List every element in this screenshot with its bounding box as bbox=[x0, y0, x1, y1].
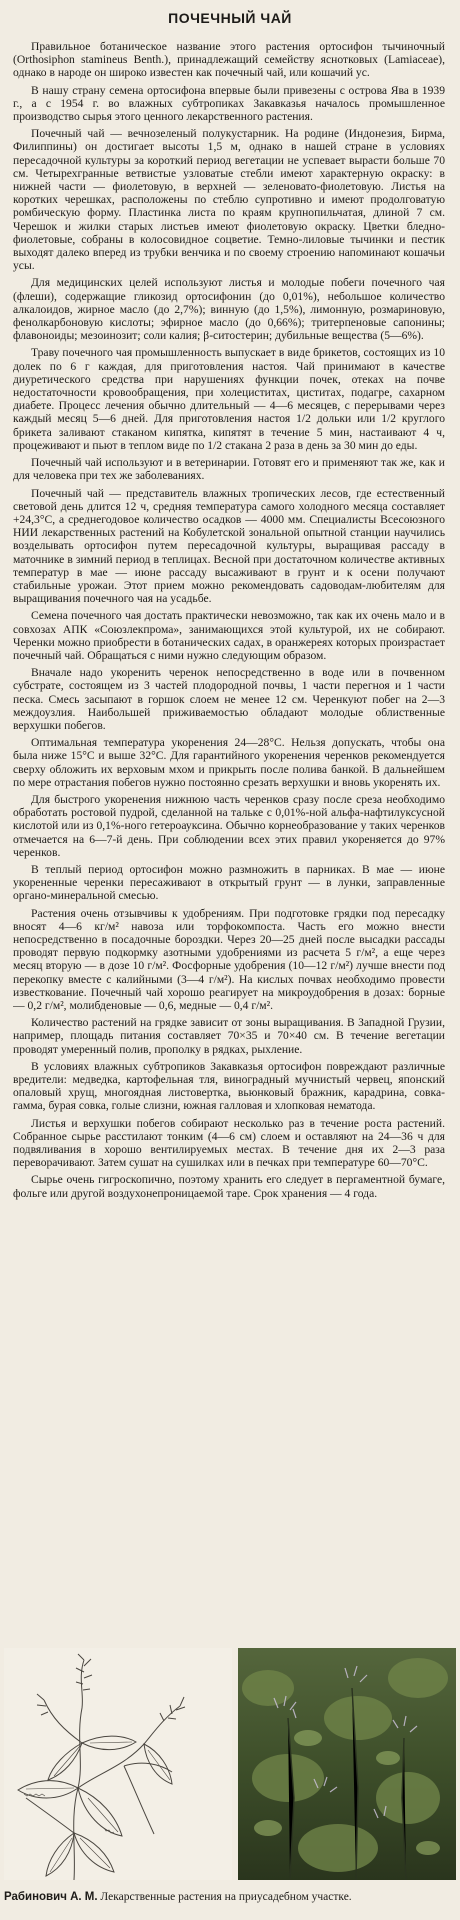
botanical-drawing bbox=[4, 1648, 232, 1880]
paragraph: Для медицинских целей используют листья и молодые побеги почечного чая (флеши), содержащие гликозид ортосифонин (до 0,01%), небольшое количество алкалоидов, жирное масло (до 2,7%); винную (до 1,5%), лимонную, розмариновую, фенолкарбоновую кислоты; эфирное масло (до 0,66%); тритерпеновые сапонины; флавоноиды; мезоинозит; соли калия; β-ситостерин; дубильные вещества (5—6%). bbox=[13, 276, 445, 343]
paragraph: Для быстрого укоренения нижнюю часть черенков сразу после среза необходимо обработать ростовой пудрой, сделанной на тальке с 0,01%-ной альфа-нафтилуксусной кислотой или из 0,1%-ного гетероауксина. Обычно корнеобразование у таких черенков отмечается на 6—7-й день. При соблюдении всех этих правил укореняется до 97% черенков. bbox=[13, 792, 445, 859]
paragraph: Вначале надо укоренить черенок непосредственно в воде или в почвенном субстрате, состоящем из 3 частей плодородной почвы, 1 части перегноя и 1 части песка. Смесь засыпают в горшок слоем не менее 12 см. Черенкуют побег на 2—3 междоузлия. Наибольшей приживаемостью обладают молодые облиственные верхушки побегов. bbox=[13, 666, 445, 732]
article-title: ПОЧЕЧНЫЙ ЧАЙ bbox=[168, 10, 292, 26]
article-body bbox=[13, 40, 445, 1638]
source-caption bbox=[4, 1890, 456, 1904]
paragraph: Почечный чай — представитель влажных тропических лесов, где естественный световой день длится 12 ч, средняя температура самого холодного месяца составляет +24,3°С, а среднегодовое количество осадков — 4000 мм. Специалисты Всесоюзного НИИ лекарственных растений на Кобулетской зональной опытной станции научились возделывать ортосифон путем пересадочной культуры, выращивая рассаду в маточнике в зимний период в теплицах. Весной при достаточном количестве активных температур в мае — июне рассаду высаживают в грунт и к осени получают стабильные урожаи. Этот прием можно рекомендовать садоводам-любителям для выращивания почечного чая на усадьбе. bbox=[13, 486, 445, 606]
paragraph: Почечный чай — вечнозеленый полукустарник. На родине (Индонезия, Бирма, Филиппины) он достигает высоты 1,5 м, однако в нашей стране в условиях пересадочной культуры за короткий период вегетации не успевает вырасти больше 70 см. Четырехгранные ветвистые узловатые стебли имеют характерную окраску: в нижней части — фиолетовую, в верхней — зеленовато-фиолетовую. Листья на коротких черешках, расположены по стеблю супротивно и имеют продолговатую ромбическую форму. Пластинка листа по краям крупнопильчатая, длиной 7 см. Черешок и жилки старых листьев имеют фиолетовую окраску. Цветки бледно-фиолетовые, собраны в колосовидное соцветие. Темно-лиловые тычинки и пестик выходят далеко вперед из трубки венчика и по своему строению напоминают кошачьи усы. bbox=[13, 127, 445, 273]
caption-author: Рабинович А. М. bbox=[4, 1891, 98, 1903]
paragraph: Правильное ботаническое название этого растения ортосифон тычиночный (Orthosiphon stamineus Benth.), принадлежащий семейству яснотковых (Lamiaceae), однако в народе он широко известен как почечный чай, или кошачий ус. bbox=[13, 40, 445, 80]
paragraph: В условиях влажных субтропиков Закавказья ортосифон повреждают различные вредители: медведка, картофельная тля, виноградный мучнистый червец, японский опаловый хрущ, многоядная листовертка, вьюнковый бражник, карадрина, совка-гамма, бурая совка, голые слизни, южная галловая и хлопковая нематода. bbox=[13, 1059, 445, 1113]
paragraph: Количество растений на грядке зависит от зоны выращивания. В Западной Грузии, например, площадь питания составляет 70×35 и 70×40 см. В течение вегетации проводят умеренный полив, прополку в рядках, рыхление. bbox=[13, 1016, 445, 1056]
paragraph: Семена почечного чая достать практически невозможно, так как их очень мало и в совхозах АПК «Союзлекпрома», занимающихся этой культурой, их не собирают. Черенки можно приобрести в ботанических садах, в оранжереях которых произрастает почечный чай. Обращаться с ними нужно следующим образом. bbox=[13, 609, 445, 662]
figures-row bbox=[4, 1648, 456, 1880]
paragraph: Траву почечного чая промышленность выпускает в виде брикетов, состоящих из 10 долек по 6 г каждая, для приготовления настоя. Чай принимают в качестве диуретического средства при нарушениях функции почек, отеках на почве недостаточности кровообращения, при холециститах, циститах, подагре, сахарном диабете. Процесс лечения обычно длительный — 4—6 месяцев, с перерывами через каждый месяц 5—6 дней. Для приготовления настоя 1/2 дольки или 1/2 круглого брикета заливают стаканом кипятка, кипятят в течение 5 мин, настаивают 4 ч, процеживают и пьют в теплом виде по 1/2 стакана 2 раза в день за 30 мин до еды. bbox=[13, 346, 445, 452]
paragraph: Сырье очень гигроскопично, поэтому хранить его следует в пергаментной бумаге, фольге или другой воздухонепроницаемой таре. Срок хранения — 4 года. bbox=[13, 1173, 445, 1200]
caption-source: Лекарственные растения на приусадебном участке. bbox=[97, 1891, 352, 1903]
paragraph: Листья и верхушки побегов собирают несколько раз в течение роста растений. Собранное сырье расстилают тонким (4—6 см) слоем и оставляют на 24—36 ч для подвяливания в хорошо вентилируемых местах. В течение дня их 2—3 раза переворачивают. Затем сушат на сушилках или в печках при температуре 60—70°С. bbox=[13, 1116, 445, 1170]
paragraph: В теплый период ортосифон можно размножить в парниках. В мае — июне укорененные черенки пересаживают в открытый грунт — в лунки, заправленные органо-минеральной смесью. bbox=[13, 862, 445, 903]
paragraph: В нашу страну семена ортосифона впервые были привезены с острова Ява в 1939 г., а с 1954 г. во влажных субтропиках Закавказья началось промышленное производство сырья этого ценного лекарственного растения. bbox=[13, 83, 445, 124]
plant-photo bbox=[238, 1648, 456, 1880]
paragraph: Оптимальная температура укоренения 24—28°С. Нельзя допускать, чтобы она была ниже 15°С и выше 32°С. Для гарантийного укоренения черенков рекомендуется сверху обложить их верховым мхом и прикрыть после полива банкой. В дальнейшем по мере отрастания побегов нужно постоянно срезать верхушки и вновь укоренять их. bbox=[13, 736, 445, 789]
paragraph: Почечный чай используют и в ветеринарии. Готовят его и применяют так же, как и для человека при тех же заболеваниях. bbox=[13, 456, 445, 483]
paragraph: Растения очень отзывчивы к удобрениям. При подготовке грядки под пересадку вносят 4—6 кг/м² навоза или торфокомпоста. Часть его можно внести непосредственно в посадочные бороздки. Через 20—25 дней после высадки рассады проводят первую подкормку азотными удобрениями из расчета 5 г/м², а еще через месяц вторую — в дозе 10 г/м². Фосфорные удобрения (10—12 г/м²) лучше внести под перекопку вместе с калийными (3—4 г/м²). На кислых почвах необходимо провести известкование. Почечный чай хорошо реагирует на микроудобрения в дозах: борные — 0,2 г/м², молибденовые — 0,6, медные — 0,4 г/м². bbox=[13, 906, 445, 1013]
